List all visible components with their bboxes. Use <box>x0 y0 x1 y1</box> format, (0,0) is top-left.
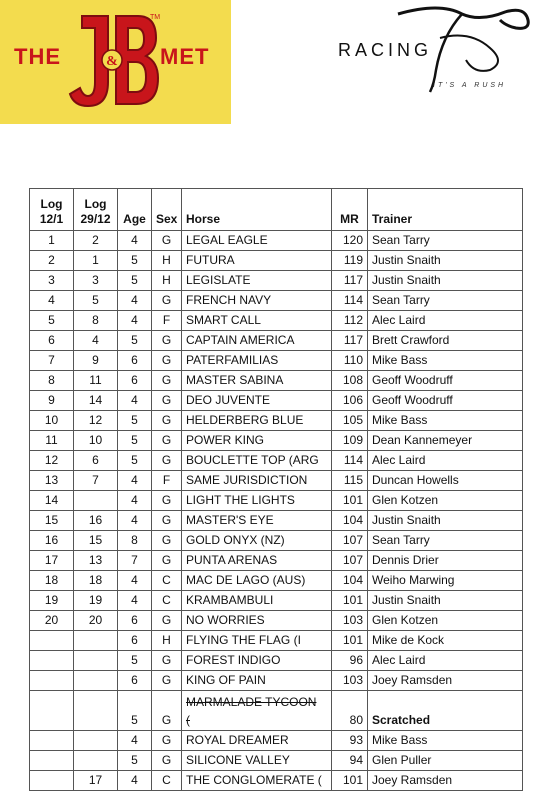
cell-age: 8 <box>118 531 152 551</box>
cell-mr: 108 <box>332 371 368 391</box>
table-row <box>30 731 523 751</box>
header-log-29-12: Log 29/12 <box>74 189 118 231</box>
cell-mr: 117 <box>332 271 368 291</box>
racing-logo <box>330 0 533 124</box>
cell-trainer: Sean Tarry <box>368 531 523 551</box>
cell-log-29-12: 14 <box>74 391 118 411</box>
table-row <box>30 351 523 371</box>
cell-log-12-1: 11 <box>30 431 74 451</box>
cell-log-12-1: 17 <box>30 551 74 571</box>
cell-sex: C <box>152 591 182 611</box>
cell-mr: 112 <box>332 311 368 331</box>
cell-mr: 101 <box>332 591 368 611</box>
cell-trainer: Geoff Woodruff <box>368 371 523 391</box>
cell-trainer: Mike Bass <box>368 351 523 371</box>
cell-log-12-1: 2 <box>30 251 74 271</box>
cell-log-29-12 <box>74 691 118 731</box>
table-header-row <box>30 189 523 231</box>
cell-trainer: Duncan Howells <box>368 471 523 491</box>
cell-trainer-scratched: Scratched <box>368 691 523 731</box>
cell-sex: G <box>152 491 182 511</box>
cell-log-12-1: 9 <box>30 391 74 411</box>
cell-log-29-12: 15 <box>74 531 118 551</box>
cell-log-12-1: 13 <box>30 471 74 491</box>
cell-trainer: Dennis Drier <box>368 551 523 571</box>
table-row <box>30 471 523 491</box>
cell-age: 5 <box>118 251 152 271</box>
cell-age: 4 <box>118 231 152 251</box>
cell-trainer: Glen Kotzen <box>368 491 523 511</box>
cell-mr: 103 <box>332 611 368 631</box>
cell-trainer: Mike Bass <box>368 411 523 431</box>
table-row <box>30 551 523 571</box>
cell-mr: 94 <box>332 751 368 771</box>
cell-log-29-12: 11 <box>74 371 118 391</box>
cell-log-29-12: 16 <box>74 511 118 531</box>
cell-trainer: Weiho Marwing <box>368 571 523 591</box>
cell-sex: G <box>152 451 182 471</box>
cell-log-12-1: 3 <box>30 271 74 291</box>
cell-sex: F <box>152 311 182 331</box>
cell-sex: H <box>152 631 182 651</box>
jb-monogram-icon <box>64 10 159 114</box>
cell-horse: LIGHT THE LIGHTS <box>182 491 332 511</box>
cell-horse: FRENCH NAVY <box>182 291 332 311</box>
cell-log-12-1 <box>30 771 74 791</box>
cell-horse: SAME JURISDICTION <box>182 471 332 491</box>
cell-trainer: Glen Kotzen <box>368 611 523 631</box>
cell-log-12-1 <box>30 751 74 771</box>
table-row <box>30 431 523 451</box>
cell-log-12-1 <box>30 671 74 691</box>
cell-trainer: Justin Snaith <box>368 591 523 611</box>
racing-logo-word: RACING <box>338 40 433 60</box>
cell-horse: KING OF PAIN <box>182 671 332 691</box>
cell-horse: LEGISLATE <box>182 271 332 291</box>
cell-age: 6 <box>118 631 152 651</box>
cell-log-12-1: 18 <box>30 571 74 591</box>
cell-trainer: Justin Snaith <box>368 271 523 291</box>
cell-mr: 119 <box>332 251 368 271</box>
cell-mr: 120 <box>332 231 368 251</box>
cell-log-29-12: 19 <box>74 591 118 611</box>
jb-logo-the: THE <box>14 44 61 69</box>
cell-log-29-12: 17 <box>74 771 118 791</box>
cell-log-29-12: 20 <box>74 611 118 631</box>
cell-age: 5 <box>118 411 152 431</box>
table-row <box>30 311 523 331</box>
cell-sex: H <box>152 271 182 291</box>
table-row <box>30 271 523 291</box>
cell-log-12-1: 20 <box>30 611 74 631</box>
cell-sex: F <box>152 471 182 491</box>
cell-mr: 109 <box>332 431 368 451</box>
cell-horse: SMART CALL <box>182 311 332 331</box>
table-row <box>30 651 523 671</box>
cell-log-29-12 <box>74 731 118 751</box>
table-row <box>30 671 523 691</box>
cell-trainer: Glen Puller <box>368 751 523 771</box>
cell-age: 4 <box>118 571 152 591</box>
cell-mr: 104 <box>332 571 368 591</box>
cell-log-29-12: 5 <box>74 291 118 311</box>
cell-horse: SILICONE VALLEY <box>182 751 332 771</box>
cell-log-29-12: 12 <box>74 411 118 431</box>
cell-sex: G <box>152 331 182 351</box>
cell-sex: G <box>152 551 182 571</box>
cell-log-12-1: 16 <box>30 531 74 551</box>
cell-horse: PATERFAMILIAS <box>182 351 332 371</box>
table-row <box>30 491 523 511</box>
cell-age: 5 <box>118 431 152 451</box>
cell-trainer: Alec Laird <box>368 311 523 331</box>
cell-sex: G <box>152 371 182 391</box>
table-row-scratched <box>30 691 523 731</box>
cell-sex: G <box>152 731 182 751</box>
cell-sex: G <box>152 411 182 431</box>
table-row <box>30 231 523 251</box>
cell-mr: 106 <box>332 391 368 411</box>
cell-sex: G <box>152 611 182 631</box>
cell-log-12-1 <box>30 731 74 751</box>
table-row <box>30 291 523 311</box>
cell-mr: 96 <box>332 651 368 671</box>
cell-age: 6 <box>118 371 152 391</box>
cell-mr: 105 <box>332 411 368 431</box>
cell-trainer: Brett Crawford <box>368 331 523 351</box>
cell-trainer: Mike de Kock <box>368 631 523 651</box>
svg-text:&: & <box>106 54 118 69</box>
table-row <box>30 771 523 791</box>
cell-age: 4 <box>118 771 152 791</box>
table-row <box>30 591 523 611</box>
cell-age: 4 <box>118 471 152 491</box>
cell-sex: G <box>152 511 182 531</box>
cell-trainer: Joey Ramsden <box>368 771 523 791</box>
cell-mr: 80 <box>332 691 368 731</box>
cell-sex: C <box>152 771 182 791</box>
cell-log-29-12: 4 <box>74 331 118 351</box>
cell-horse: ROYAL DREAMER <box>182 731 332 751</box>
cell-log-29-12: 8 <box>74 311 118 331</box>
cell-mr: 101 <box>332 491 368 511</box>
cell-mr: 114 <box>332 451 368 471</box>
cell-horse: FUTURA <box>182 251 332 271</box>
cell-trainer: Sean Tarry <box>368 231 523 251</box>
cell-log-29-12 <box>74 651 118 671</box>
cell-age: 4 <box>118 511 152 531</box>
cell-horse: MAC DE LAGO (AUS) <box>182 571 332 591</box>
cell-log-12-1: 8 <box>30 371 74 391</box>
cell-age: 5 <box>118 751 152 771</box>
cell-mr: 110 <box>332 351 368 371</box>
cell-trainer: Geoff Woodruff <box>368 391 523 411</box>
header-mr: MR <box>332 189 368 231</box>
cell-age: 4 <box>118 591 152 611</box>
cell-sex: G <box>152 431 182 451</box>
cell-mr: 93 <box>332 731 368 751</box>
cell-mr: 107 <box>332 551 368 571</box>
cell-log-12-1 <box>30 651 74 671</box>
cell-log-29-12: 9 <box>74 351 118 371</box>
cell-log-29-12: 13 <box>74 551 118 571</box>
cell-mr: 103 <box>332 671 368 691</box>
table-row <box>30 371 523 391</box>
cell-trainer: Sean Tarry <box>368 291 523 311</box>
cell-age: 4 <box>118 491 152 511</box>
cell-log-12-1: 19 <box>30 591 74 611</box>
table-row <box>30 331 523 351</box>
cell-log-12-1: 14 <box>30 491 74 511</box>
cell-log-29-12: 3 <box>74 271 118 291</box>
cell-sex: G <box>152 671 182 691</box>
cell-log-29-12: 10 <box>74 431 118 451</box>
table-row <box>30 251 523 271</box>
jb-met-logo <box>0 0 231 124</box>
cell-horse: MASTER SABINA <box>182 371 332 391</box>
cell-sex: G <box>152 651 182 671</box>
cell-log-12-1: 6 <box>30 331 74 351</box>
cell-sex: G <box>152 391 182 411</box>
cell-horse: HELDERBERG BLUE <box>182 411 332 431</box>
table-row <box>30 631 523 651</box>
cell-age: 4 <box>118 731 152 751</box>
racing-swirl-icon <box>330 0 533 124</box>
cell-age: 6 <box>118 671 152 691</box>
cell-log-12-1 <box>30 691 74 731</box>
cell-horse: FOREST INDIGO <box>182 651 332 671</box>
cell-horse <box>182 691 332 731</box>
cell-age: 5 <box>118 271 152 291</box>
cell-log-12-1: 12 <box>30 451 74 471</box>
racing-logo-tagline: IT'S A RUSH <box>433 82 507 89</box>
cell-mr: 114 <box>332 291 368 311</box>
cell-trainer: Dean Kannemeyer <box>368 431 523 451</box>
cell-log-12-1: 10 <box>30 411 74 431</box>
cell-horse: DEO JUVENTE <box>182 391 332 411</box>
cell-trainer: Alec Laird <box>368 451 523 471</box>
table-row <box>30 531 523 551</box>
cell-age: 6 <box>118 351 152 371</box>
cell-log-29-12: 6 <box>74 451 118 471</box>
cell-horse: CAPTAIN AMERICA <box>182 331 332 351</box>
table-row <box>30 511 523 531</box>
cell-sex: C <box>152 571 182 591</box>
cell-mr: 101 <box>332 631 368 651</box>
cell-trainer: Justin Snaith <box>368 511 523 531</box>
cell-horse: FLYING THE FLAG (I <box>182 631 332 651</box>
table-row <box>30 611 523 631</box>
cell-horse: MASTER'S EYE <box>182 511 332 531</box>
cell-log-29-12: 2 <box>74 231 118 251</box>
cell-log-12-1: 5 <box>30 311 74 331</box>
cell-log-29-12 <box>74 631 118 651</box>
table-row <box>30 571 523 591</box>
cell-horse: PUNTA ARENAS <box>182 551 332 571</box>
header-age: Age <box>118 189 152 231</box>
cell-log-29-12 <box>74 671 118 691</box>
cell-age: 4 <box>118 291 152 311</box>
header-horse: Horse <box>182 189 332 231</box>
cell-mr: 104 <box>332 511 368 531</box>
cell-age: 6 <box>118 611 152 631</box>
cell-horse: GOLD ONYX (NZ) <box>182 531 332 551</box>
cell-horse: THE CONGLOMERATE ( <box>182 771 332 791</box>
cell-trainer: Joey Ramsden <box>368 671 523 691</box>
cell-age: 5 <box>118 691 152 731</box>
header-trainer: Trainer <box>368 189 523 231</box>
cell-log-29-12: 7 <box>74 471 118 491</box>
cell-log-29-12: 18 <box>74 571 118 591</box>
cell-mr: 107 <box>332 531 368 551</box>
jb-logo-trademark: TM <box>150 14 161 21</box>
cell-horse: BOUCLETTE TOP (ARG <box>182 451 332 471</box>
entries-table <box>29 188 523 791</box>
cell-age: 5 <box>118 331 152 351</box>
cell-log-29-12 <box>74 491 118 511</box>
cell-sex: G <box>152 691 182 731</box>
cell-trainer: Justin Snaith <box>368 251 523 271</box>
cell-sex: H <box>152 251 182 271</box>
cell-age: 4 <box>118 311 152 331</box>
cell-sex: G <box>152 531 182 551</box>
cell-age: 5 <box>118 451 152 471</box>
jb-logo-met: MET <box>160 44 210 69</box>
cell-age: 4 <box>118 391 152 411</box>
cell-age: 7 <box>118 551 152 571</box>
cell-horse: NO WORRIES <box>182 611 332 631</box>
cell-log-29-12: 1 <box>74 251 118 271</box>
cell-age: 5 <box>118 651 152 671</box>
table-row <box>30 391 523 411</box>
table-row <box>30 751 523 771</box>
cell-horse: POWER KING <box>182 431 332 451</box>
cell-sex: G <box>152 751 182 771</box>
cell-log-12-1: 1 <box>30 231 74 251</box>
cell-log-12-1 <box>30 631 74 651</box>
cell-horse: LEGAL EAGLE <box>182 231 332 251</box>
cell-log-29-12 <box>74 751 118 771</box>
cell-log-12-1: 4 <box>30 291 74 311</box>
cell-horse: KRAMBAMBULI <box>182 591 332 611</box>
cell-sex: G <box>152 291 182 311</box>
cell-log-12-1: 7 <box>30 351 74 371</box>
scratched-horse-suffix: ( <box>186 713 190 727</box>
header-sex: Sex <box>152 189 182 231</box>
cell-trainer: Alec Laird <box>368 651 523 671</box>
scratched-horse-name: MARMALADE TYCOON <box>186 695 317 709</box>
cell-mr: 101 <box>332 771 368 791</box>
cell-log-12-1: 15 <box>30 511 74 531</box>
cell-sex: G <box>152 351 182 371</box>
table-row <box>30 451 523 471</box>
table-row <box>30 411 523 431</box>
cell-sex: G <box>152 231 182 251</box>
cell-mr: 117 <box>332 331 368 351</box>
header-log-12-1: Log 12/1 <box>30 189 74 231</box>
cell-trainer: Mike Bass <box>368 731 523 751</box>
cell-mr: 115 <box>332 471 368 491</box>
